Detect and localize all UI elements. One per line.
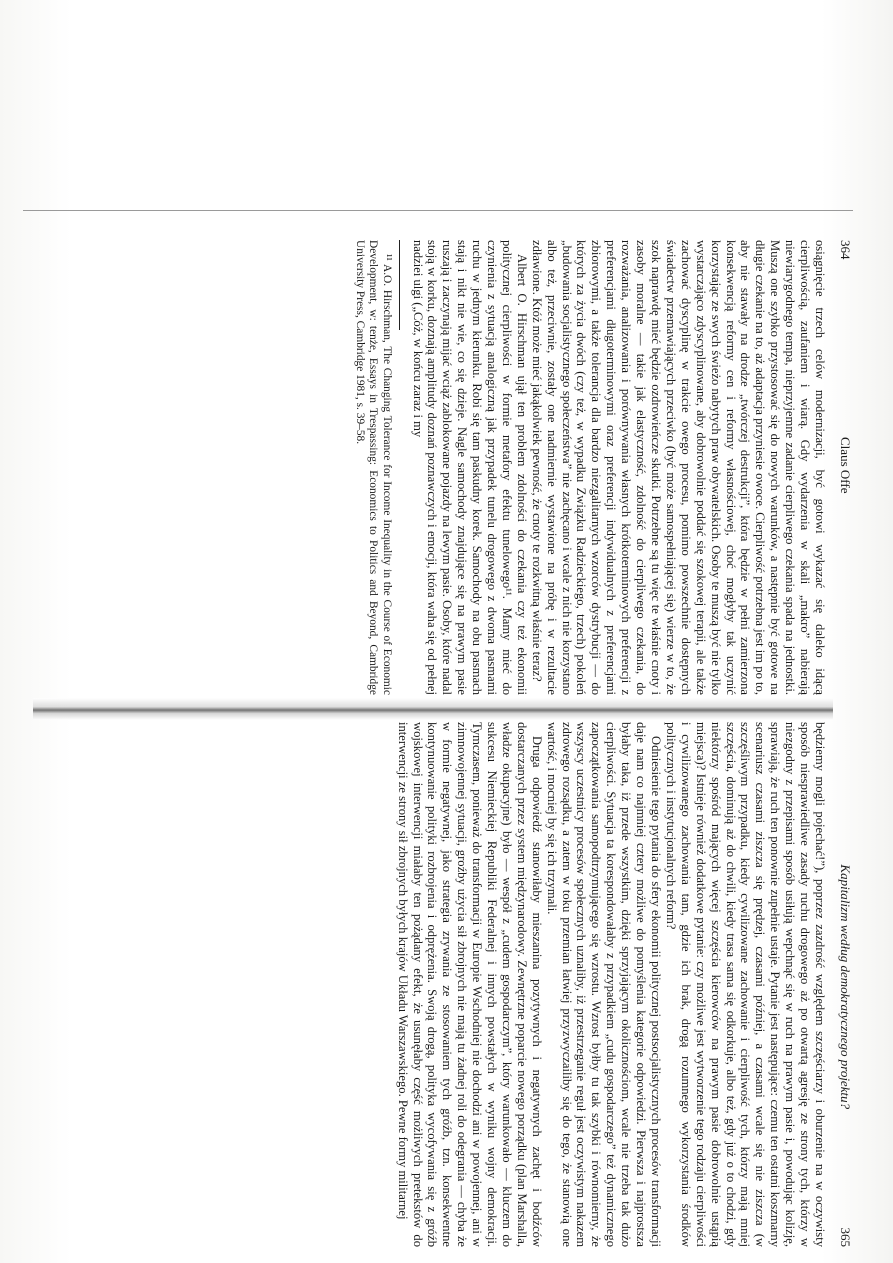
left-page-body [410, 240, 827, 695]
left-page-number: 364 [838, 240, 853, 260]
footnote-11: ¹¹ A.O. Hirschman, The Changing Tolerance for Income Inequality in the Course of Economic Development, w: tenże, Essays in Trespassing: Economics to Politics and Beyond, Cambridge University Press, Cambridge 1981, s. 39–58. [353, 240, 393, 695]
right-page-number: 365 [838, 1227, 853, 1247]
left-running-head: Claus Offe [838, 437, 853, 494]
footnote-rule [399, 240, 400, 330]
right-page-body [395, 722, 827, 1247]
right-paragraph-3: Druga odpowiedź stanowiłaby mieszanina pozytywnych i negatywnych zachęt i bodźców dostarczanych przez system międzynarodowy. Zewnętrzne poparcie nowego porządku (plan Marshalla, władze okupacyjne) było — wespół z „cudem gospodarczym”, który warunkowało — kluczem do sukcesu Niemieckiej Republiki Federalnej i innych powstałych w wyniku wojny demokracji. Tymczasem, ponieważ do transformacji w Europie Wschodniej nie dochodzi ani w powojennej, ani w zimnowojennej sytuacji, groźby użycia sił zbrojnych nie mają tu żadnej roli do odegrania — chyba że w formie negatywnej, jako strategia zrywania ze stosowaniem tych gróźb, tzn. konsekwentne kontynuowanie polityki rozbrojenia i odprężenia. Swoją drogą, polityka wycofywania się z gróźb wojskowej interwencji miałaby ten pożądany efekt, że usunęłaby część możliwych pretekstów do interwencji ze strony sił zbrojnych byłych krajów Układu Warszawskiego. Pewne formy militarnej [395, 722, 544, 1247]
right-page [33, 722, 853, 1247]
left-page [33, 240, 853, 695]
right-paragraph-1: będziemy mogli pojechać!”), poprzez zazdrość względem szczęściarzy i oburzenie na w oczywisty sposób niesprawiedliwe zasady ruchu drogowego aż po otwartą agresję ze strony tych, którzy w niezgodny z przepisami sposób usiłują wepchnąć się w ruch na prawym pasie i, powodując kolizję, sprawiają, że ruch ten ponownie zupełnie ustaje. Pytanie jest następujące: czemu ten ostatni koszmarny scenariusz czasami ziszcza się prędzej, czasami później, a czasami wcale się nie ziszcza (w szczęśliwym przypadku, kiedy cywilizowane zachowanie i cierpliwość tych, którzy mają mniej szczęścia, dominują aż do chwili, kiedy trasa sama się odkorkuje, albo też, gdy już o to chodzi, gdy niektórzy spośród mających więcej szczęścia kierowców na prawym pasie dobrowolnie ustąpią miejsca)? Istnieje również dodatkowe pytanie: czy możliwe jest wytworzenie tego rodzaju cierpliwości i cywilizowanego zachowania tam, gdzie ich brak, drogą rozumnego wykorzystania środków politycznych i instytucjonalnych reform? [663, 722, 827, 1247]
right-running-head: Kapitalizm według demokratycznego projektu? [838, 864, 853, 1110]
page-edge [23, 210, 853, 211]
book-gutter [33, 698, 833, 720]
right-page-header [837, 722, 853, 1247]
left-page-header [837, 240, 853, 695]
left-paragraph-2: Albert O. Hirschman ujął ten problem zdolności do czekania czy też ekonomii politycznej cierpliwości w formie metafory efektu tunelowego¹¹. Mamy mieć do czynienia z sytuacją analogiczną jak przypadek tunelu drogowego z dwoma pasmami ruchu w jednym kierunku. Robi się tam paskudny korek. Samochody na obu pasmach stają i nikt nie wie, co się dzieje. Nagle samochody znajdujące się na prawym pasie ruszają i zaczynają mijać wciąż zablokowane pojazdy na lewym pasie. Osoby, które nadal stoją w korku, doznają amplitudy doznań poznawczych i emocji, która waha się od pełnej nadziei ulgi („Cóż, w końcu zaraz i my [410, 240, 529, 695]
left-paragraph-1: osiągnięcie trzech celów modernizacji, być gotowi wykazać się daleko idącą cierpliwością, zaufaniem i wiarą. Gdy wydarzenia w skali „makro” nabierają niewiarygodnego tempa, nieprzyjemne zadanie cierpliwego czekania spada na jednostki. Muszą one szybko przystosować się do nowych warunków, a następnie być gotowe na długie czekanie na to, aż adaptacja przyniesie owoce. Cierpliwość potrzebna jest im po to, aby nie stawały na drodze „twórczej destrukcji”, która będzie w pełni zamierzona konsekwencją reformy cen i reformy własnościowej, choć mogłyby tak uczynić korzystając ze swych świeżo nabytych praw obywatelskich. Osoby te muszą być nie tylko wystarczająco zdyscyplinowane, aby dobrowolnie poddać się szokowej terapii, ale także zachować dyscyplinę w trakcie owego procesu, pomimo powszechnie dostępnych świadectw przemawiających przeciwko (być może samospełniającej się) wierze w to, że szok naprawdę mieć będzie ozdrowieńcze skutki. Potrzebne są tu więc te właśnie cnoty i zasoby moralne — takie jak elastyczność, zdolność do cierpliwego czekania, do rozważania, analizowania i porównywania własnych krótkoterminowych preferencji z preferencjami długoterminowymi oraz preferencji indywidualnych z preferencjami zbiorowymi, a także tolerancja dla bardzo niezgalitarnych wzorców dystrybucji — do których za życia dwóch (czy też, w wypadku Związku Radzieckiego, trzech) pokoleń „budowania socjalistycznego społeczeństwa” nie zachęcano i wcale z nich nie korzystano albo też, przeciwnie, zostały one nadmiernie wystawione na próbę i w rezultacie zdławione. Któż może mieć jakąkolwiek pewność, że cnoty te rozkwitną właśnie teraz? [529, 240, 827, 695]
right-paragraph-2: Odniesienie tego pytania do sfery ekonomii politycznej postsocjalistycznych procesów transformacji daje nam co najmniej cztery możliwe do pomyślenia kategorie odpowiedzi. Pierwsza i najprostsza byłaby taka, iż przede wszystkim, dzięki sprzyjającym okolicznościom, wcale nie trzeba tak dużo cierpliwości. Sytuacja ta korespondowałaby z przypadkiem „cudu gospodarczego” też dynamicznego zapoczątkowania samopodtrzymującego się wzrostu. Wzrost byłby tu tak szybki i równomierny, że wszyscy uczestnicy procesów społecznych uznaliby, iż przestrzeganie reguł jest oczywistym nakazem zdrowego rozsądku, a zatem w toku przemian łatwiej przyzwyczailiby się do tego, że stanowią one wartość, i mocniej by się ich trzymali. [544, 722, 664, 1247]
